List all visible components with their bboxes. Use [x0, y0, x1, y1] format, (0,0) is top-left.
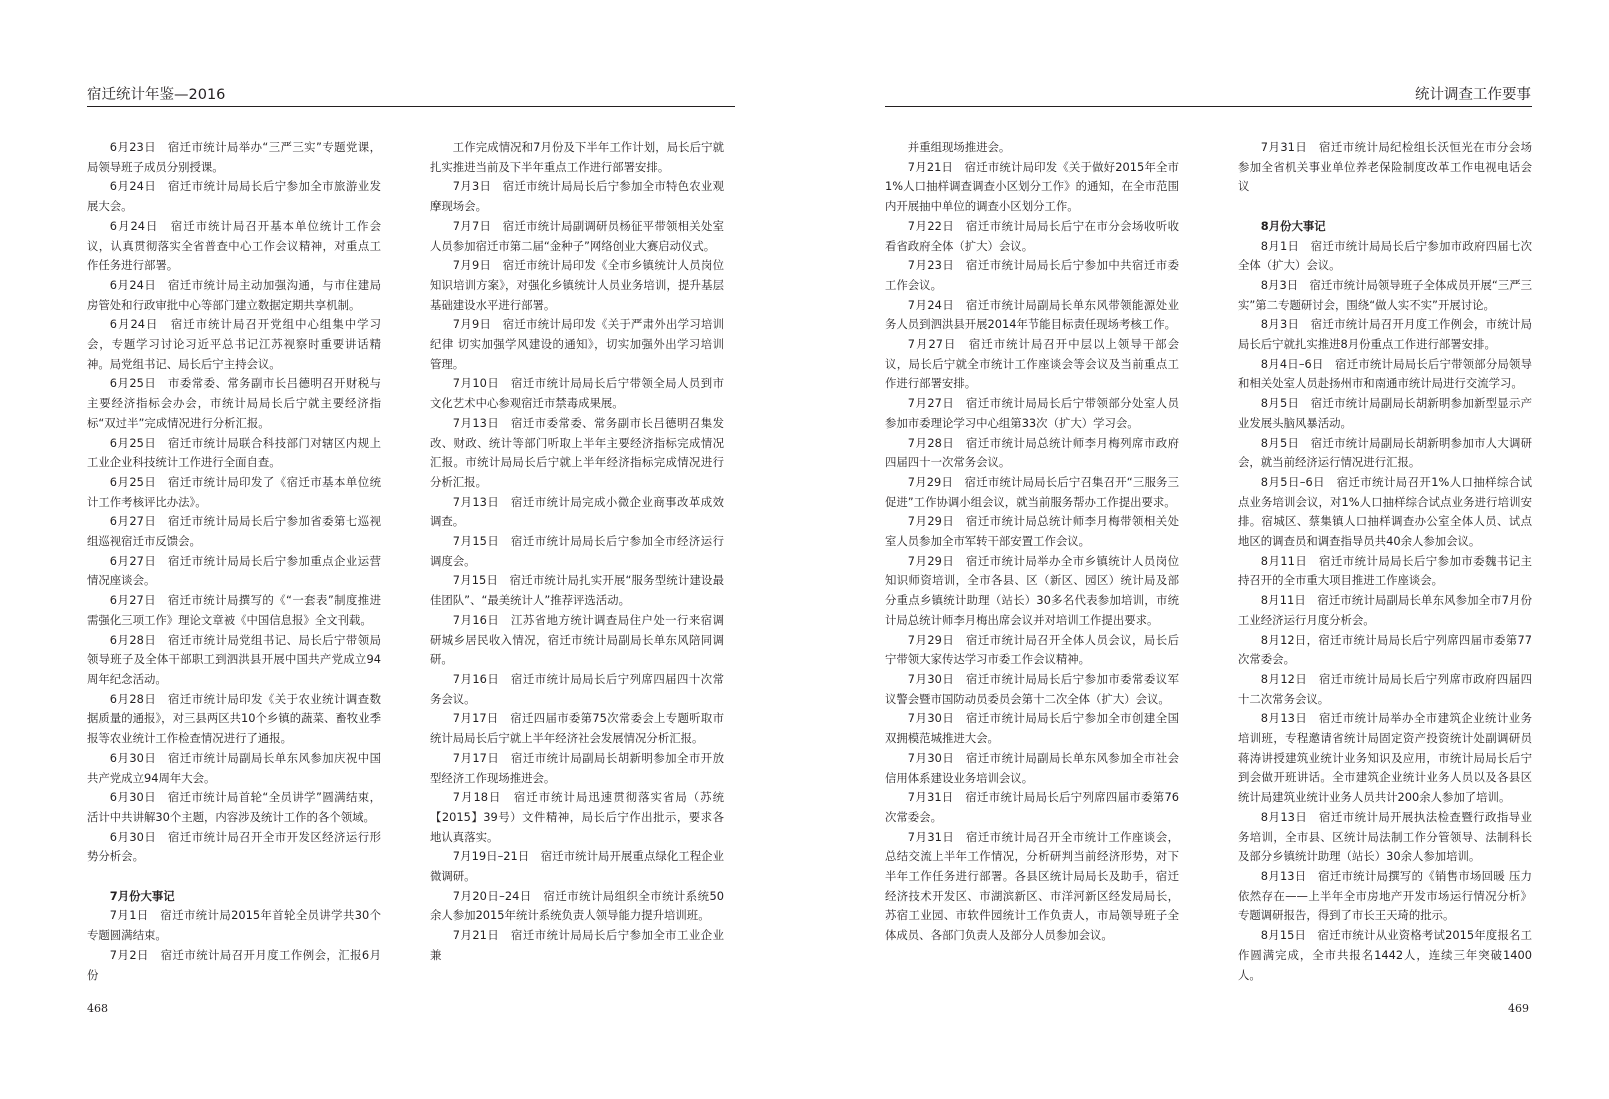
paragraph: 6月30日 宿迁市统计局首轮“全员讲学”圆满结束，活计中共讲解30个主题，内容涉及统计工作的各个领域。 [87, 790, 381, 824]
paragraph: 8月15日 宿迁市统计从业资格考试2015年度报名工作圆满完成，全市共报名1442人，连续三年突破1400人。 [1238, 928, 1532, 982]
paragraph: 6月30日 宿迁市统计局召开全市开发区经济运行形势分析会。 [87, 829, 381, 864]
paragraph: 8月5日 宿迁市统计局副局长胡新明参加新型显示产业发展头脑风暴活动。 [1238, 396, 1532, 430]
paragraph: 8月12日 宿迁市统计局局长后宁列席市政府四届四十二次常务会议。 [1238, 671, 1532, 706]
paragraph: 6月23日 宿迁市统计局举办“三严三实”专题党课，局领导班子成员分别授课。 [87, 140, 381, 174]
text-column-right-1 [885, 138, 1179, 946]
paragraph: 6月27日 宿迁市统计局撰写的《“一套表”制度推进需强化三项工作》理论文章被《中国信息报》全文刊载。 [87, 593, 381, 627]
header-rule [87, 106, 735, 107]
text-column-left-2 [430, 138, 724, 966]
paragraph: 6月28日 宿迁市统计局印发《关于农业统计调查数据质量的通报》，对三县两区共10个乡镇的蔬菜、畜牧业季报等农业统计工作检查情况进行了通报。 [87, 691, 381, 746]
paragraph: 7月15日 宿迁市统计局扎实开展“服务型统计建设最佳团队”、“最美统计人”推荐评选活动。 [430, 573, 724, 608]
paragraph: 6月25日 宿迁市统计局印发了《宿迁市基本单位统计工作考核评比办法》。 [87, 474, 381, 509]
paragraph: 7月28日 宿迁市统计局总统计师李月梅列席市政府四届四十一次常务会议。 [885, 435, 1179, 470]
paragraph: 7月30日 宿迁市统计局局长后宁参加市委常委议军议警会暨市国防动员委员会第十二次全体（扩大）会议。 [885, 671, 1179, 706]
header-rule [885, 106, 1532, 107]
running-header: 统计调查工作要事 [1415, 87, 1531, 103]
paragraph-group [1238, 138, 1532, 197]
paragraph: 7月29日 宿迁市统计局总统计师李月梅带领相关处室人员参加全市军转干部安置工作会议。 [885, 514, 1179, 549]
paragraph: 7月30日 宿迁市统计局局长后宁参加全市创建全国双拥模范城推进大会。 [885, 711, 1179, 746]
paragraph: 7月1日 宿迁市统计局2015年首轮全员讲学共30个专题圆满结束。 [87, 908, 381, 943]
paragraph-group [885, 138, 1179, 946]
paragraph: 7月30日 宿迁市统计局副局长单东风参加全市社会信用体系建设业务培训会议。 [885, 750, 1179, 785]
paragraph: 7月9日 宿迁市统计局印发《全市乡镇统计人员岗位知识培训方案》，对强化乡镇统计人员业务培训，提升基层基础建设水平进行部署。 [430, 258, 724, 312]
paragraph: 7月13日 宿迁市统计局完成小微企业商事改革成效调查。 [430, 494, 724, 529]
paragraph: 7月21日 宿迁市统计局印发《关于做好2015年全市1%人口抽样调查调查小区划分工作》的通知，在全市范围内开展抽中单位的调查小区划分工作。 [885, 159, 1179, 214]
paragraph: 6月25日 市委常委、常务副市长吕德明召开财税与主要经济指标会办会，市统计局局长后宁就主要经济指标“双过半”完成情况进行分析汇报。 [87, 376, 381, 430]
paragraph: 7月10日 宿迁市统计局局长后宁带领全局人员到市文化艺术中心参观宿迁市禁毒成果展。 [430, 376, 724, 411]
paragraph: 7月17日 宿迁四届市委第75次常委会上专题听取市统计局局长后宁就上半年经济社会发展情况分析汇报。 [430, 711, 724, 746]
paragraph: 7月31日 宿迁市统计局纪检组长沃恒光在市分会场参加全省机关事业单位养老保险制度改革工作电视电话会议 [1238, 140, 1532, 194]
paragraph: 8月11日 宿迁市统计局局长后宁参加市委魏书记主持召开的全市重大项目推进工作座谈会。 [1238, 553, 1532, 588]
paragraph: 7月16日 宿迁市统计局局长后宁列席四届四十次常务会议。 [430, 671, 724, 706]
paragraph: 8月13日 宿迁市统计局开展执法检查暨行政指导业务培训，全市县、区统计局法制工作分管领导、法制科长及部分乡镇统计助理（站长）30余人参加培训。 [1238, 809, 1532, 864]
paragraph: 工作完成情况和7月份及下半年工作计划，局长后宁就扎实推进当前及下半年重点工作进行部署安排。 [430, 140, 724, 174]
paragraph: 6月24日 宿迁市统计局局长后宁参加全市旅游业发展大会。 [87, 179, 381, 214]
paragraph: 7月29日 宿迁市统计局举办全市乡镇统计人员岗位知识师资培训，全市各县、区（新区、园区）统计局及部分重点乡镇统计助理（站长）30多名代表参加培训，市统计局总统计师李月梅出席会议并对培训工作提出要求。 [885, 553, 1179, 627]
paragraph: 7月27日 宿迁市统计局局长后宁带领部分处室人员参加市委理论学习中心组第33次（扩大）学习会。 [885, 396, 1179, 430]
paragraph: 7月29日 宿迁市统计局局长后宁召集召开“三服务三促进”工作协调小组会议，就当前服务帮办工作提出要求。 [885, 474, 1179, 509]
paragraph: 7月29日 宿迁市统计局召开全体人员会议，局长后宁带领大家传达学习市委工作会议精神。 [885, 632, 1179, 667]
paragraph: 7月24日 宿迁市统计局副局长单东风带领能源处业务人员到泗洪县开展2014年节能目标责任现场考核工作。 [885, 297, 1179, 332]
paragraph: 6月24日 宿迁市统计局召开基本单位统计工作会议，认真贯彻落实全省普查中心工作会议精神，对重点工作任务进行部署。 [87, 218, 381, 273]
paragraph: 7月2日 宿迁市统计局召开月度工作例会，汇报6月份 [87, 947, 381, 982]
paragraph: 6月24日 宿迁市统计局召开党组中心组集中学习会，专题学习讨论习近平总书记江苏视察时重要讲话精神。局党组书记、局长后宁主持会议。 [87, 317, 381, 371]
paragraph: 7月31日 宿迁市统计局局长后宁列席四届市委第76次常委会。 [885, 790, 1179, 824]
paragraph: 7月15日 宿迁市统计局局长后宁参加全市经济运行调度会。 [430, 534, 724, 568]
paragraph: 7月13日 宿迁市委常委、常务副市长吕德明召集发改、财政、统计等部门听取上半年主要经济指标完成情况汇报。市统计局局长后宁就上半年经济指标完成情况进行分析汇报。 [430, 415, 724, 489]
paragraph: 7月22日 宿迁市统计局局长后宁在市分会场收听收看省政府全体（扩大）会议。 [885, 218, 1179, 253]
paragraph: 8月4日–6日 宿迁市统计局局长后宁带领部分局领导和相关处室人员赴扬州市和南通市统计局进行交流学习。 [1238, 356, 1532, 391]
paragraph: 8月3日 宿迁市统计局召开月度工作例会，市统计局局长后宁就扎实推进8月份重点工作进行部署安排。 [1238, 317, 1532, 352]
left-page [0, 0, 800, 1099]
page-number: 468 [87, 1002, 108, 1015]
paragraph: 7月20日–24日 宿迁市统计局组织全市统计系统50余人参加2015年统计系统负责人领导能力提升培训班。 [430, 888, 724, 923]
paragraph: 7月7日 宿迁市统计局副调研员杨征平带领相关处室人员参加宿迁市第二届“金种子”网络创业大赛启动仪式。 [430, 218, 724, 253]
right-page [800, 0, 1609, 1099]
paragraph: 并重组现场推进会。 [907, 140, 1011, 154]
paragraph-group [1238, 237, 1532, 986]
paragraph: 6月25日 宿迁市统计局联合科技部门对辖区内规上工业企业科技统计工作进行全面自查。 [87, 435, 381, 470]
paragraph: 6月24日 宿迁市统计局主动加强沟通，与市住建局房管处和行政审批中心等部门建立数据定期共享机制。 [87, 277, 381, 312]
text-column-left-1 [87, 138, 381, 985]
paragraph: 7月19日–21日 宿迁市统计局开展重点绿化工程企业微调研。 [430, 849, 724, 884]
paragraph: 7月21日 宿迁市统计局局长后宁参加全市工业企业兼 [430, 928, 724, 962]
paragraph: 8月1日 宿迁市统计局局长后宁参加市政府四届七次全体（扩大）会议。 [1238, 238, 1532, 273]
paragraph: 7月16日 江苏省地方统计调查局住户处一行来宿调研城乡居民收入情况，宿迁市统计局副局长单东风陪同调研。 [430, 612, 724, 667]
page-number: 469 [1508, 1002, 1529, 1015]
paragraph-group [430, 138, 724, 966]
paragraph-group [87, 138, 381, 867]
paragraph: 8月5日 宿迁市统计局副局长胡新明参加市人大调研会，就当前经济运行情况进行汇报。 [1238, 435, 1532, 470]
paragraph: 7月31日 宿迁市统计局召开全市统计工作座谈会，总结交流上半年工作情况，分析研判当前经济形势，对下半年工作任务进行部署。各县区统计局局长及助手，宿迁经济技术开发区、市湖滨新区、市洋河新区经发局局长，苏宿工业园、市软件园统计工作负责人，市局领导班子全体成员、各部门负责人及部分人员参加会议。 [885, 829, 1179, 943]
paragraph: 6月28日 宿迁市统计局党组书记、局长后宁带领局领导班子及全体干部职工到泗洪县开展中国共产党成立94周年纪念活动。 [87, 632, 381, 686]
paragraph-group [87, 906, 381, 985]
text-column-right-2 [1238, 138, 1532, 985]
paragraph: 8月11日 宿迁市统计局副局长单东风参加全市7月份工业经济运行月度分析会。 [1238, 593, 1532, 627]
paragraph: 8月12日，宿迁市统计局局长后宁列席四届市委第77次常委会。 [1238, 632, 1532, 667]
paragraph: 7月3日 宿迁市统计局局长后宁参加全市特色农业观摩现场会。 [430, 179, 724, 214]
paragraph: 8月13日 宿迁市统计局撰写的《销售市场回暖 压力依然存在——上半年全市房地产开发市场运行情况分析》专题调研报告，得到了市长王天琦的批示。 [1238, 869, 1532, 923]
paragraph: 7月18日 宿迁市统计局迅速贯彻落实省局（苏统【2015】39号）文件精神，局长后宁作出批示，要求各地认真落实。 [430, 790, 724, 844]
paragraph: 8月13日 宿迁市统计局举办全市建筑企业统计业务培训班，专程邀请省统计局固定资产投资统计处副调研员蒋涛讲授建筑业统计业务知识及应用，市统计局局长后宁到会做开班讲话。全市建筑企业统计业务人员以及各县区统计局建筑业统计业务人员共计200余人参加了培训。 [1238, 711, 1532, 805]
paragraph: 7月23日 宿迁市统计局局长后宁参加中共宿迁市委工作会议。 [885, 258, 1179, 292]
section-heading-july: 7月份大事记 [109, 888, 175, 903]
paragraph: 6月27日 宿迁市统计局局长后宁参加省委第七巡视组巡视宿迁市反馈会。 [87, 514, 381, 549]
paragraph: 8月5日–6日 宿迁市统计局召开1%人口抽样综合试点业务培训会议，对1%人口抽样综合试点业务进行培训安排。宿城区、蔡集镇人口抽样调查办公室全体人员、试点地区的调查员和调查指导员共40余人参加会议。 [1238, 474, 1532, 549]
paragraph: 7月9日 宿迁市统计局印发《关于严肃外出学习培训纪律 切实加强学风建设的通知》，切实加强外出学习培训管理。 [430, 317, 724, 371]
running-header: 宿迁统计年鉴—2016 [87, 87, 226, 103]
paragraph: 7月17日 宿迁市统计局副局长胡新明参加全市开放型经济工作现场推进会。 [430, 750, 724, 785]
paragraph: 6月30日 宿迁市统计局副局长单东风参加庆祝中国共产党成立94周年大会。 [87, 750, 381, 785]
paragraph: 6月27日 宿迁市统计局局长后宁参加重点企业运营情况座谈会。 [87, 553, 381, 588]
paragraph: 7月27日 宿迁市统计局召开中层以上领导干部会议，局长后宁就全市统计工作座谈会等会议及当前重点工作进行部署安排。 [885, 337, 1179, 391]
paragraph: 8月3日 宿迁市统计局领导班子全体成员开展“三严三实”第二专题研讨会，围绕“做人实不实”开展讨论。 [1238, 277, 1532, 312]
section-heading-august: 8月份大事记 [1260, 218, 1326, 233]
